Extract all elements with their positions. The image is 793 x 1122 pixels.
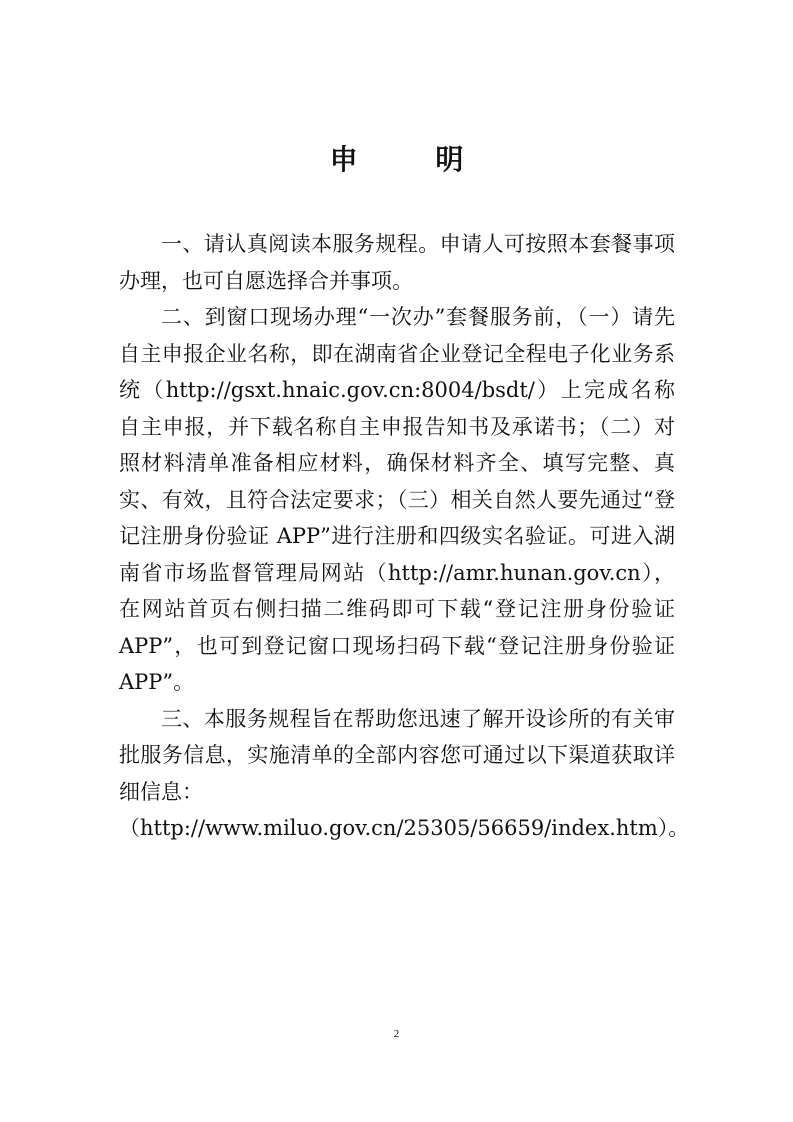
paragraph-2: 二、到窗口现场办理“一次办”套餐服务前，（一）请先自主申报企业名称，即在湖南省企业登记全程电子化业务系统（http://gsxt.hnaic.gov.cn:8004/bsdt/）上完成名称自主申报，并下载名称自主申报告知书及承诺书；（二）对照材料清单准备相应材料，确保材料齐全、填写完整、真实、有效，且符合法定要求；（三）相关自然人要先通过“登记注册身份验证 APP”进行注册和四级实名验证。可进入湖南省市场监督管理局网站（http://amr.hunan.gov.cn），在网站首页右侧扫描二维码即可下载“登记注册身份验证 APP”，也可到登记窗口现场扫码下载“登记注册身份验证 APP”。 [119,305,675,694]
document-body [119,226,690,847]
paragraph-3: 三、本服务规程旨在帮助您迅速了解开设诊所的有关审批服务信息，实施清单的全部内容您可通过以下渠道获取详细信息： [119,706,675,804]
paragraph-1: 一、请认真阅读本服务规程。申请人可按照本套餐事项办理，也可自愿选择合并事项。 [119,232,675,293]
page-number: 2 [393,1028,400,1040]
paragraph-4-link-text: （http://www.miluo.gov.cn/25305/56659/index.htm）。 [119,816,690,840]
page-title: 申 明 [329,143,498,176]
